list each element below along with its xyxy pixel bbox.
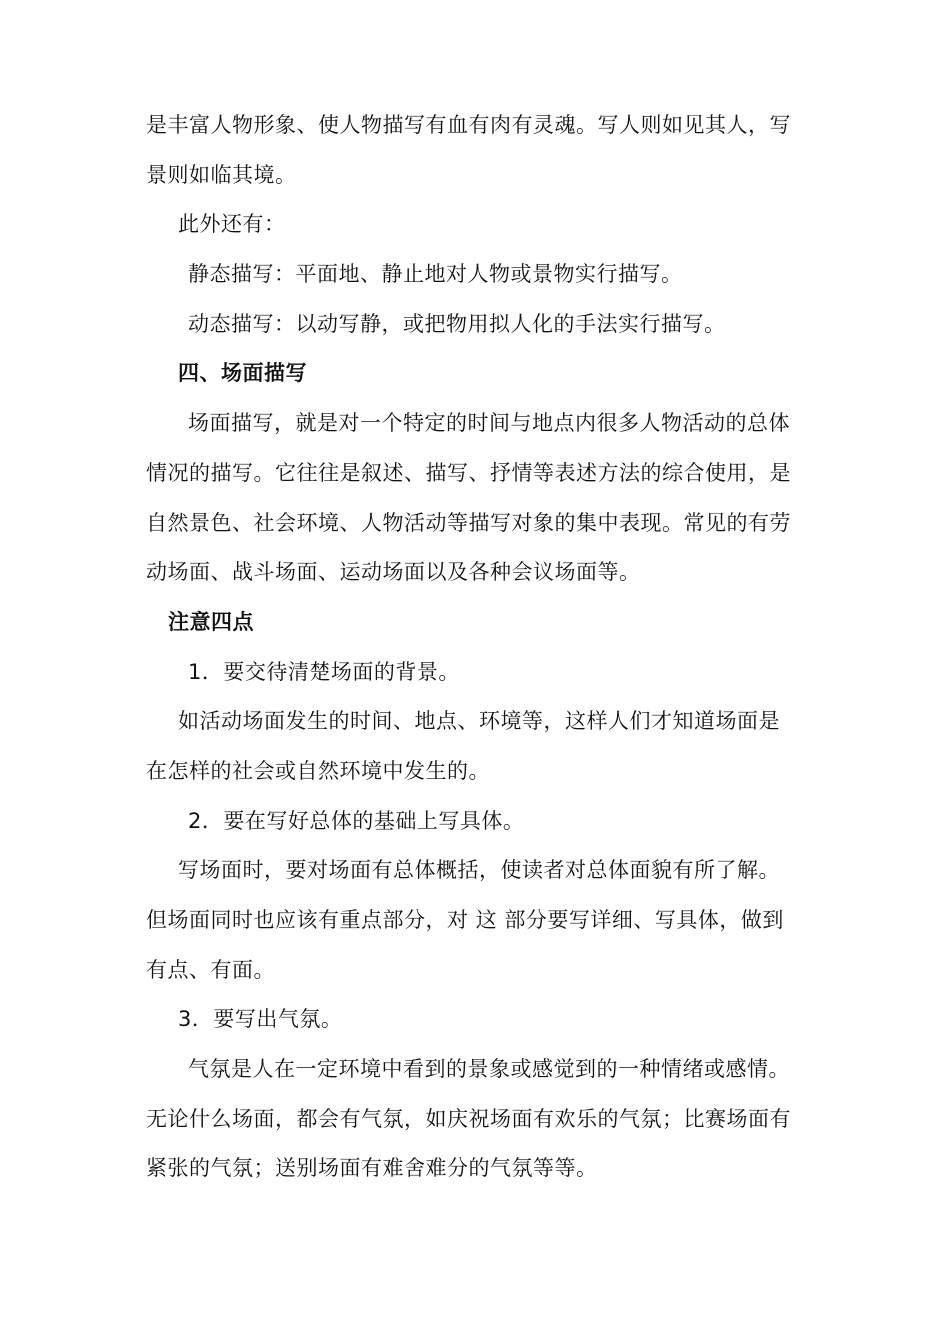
body-text-line: 在怎样的社会或自然环境中发生的。: [146, 758, 490, 783]
body-text-line: 气氛是人在一定环境中看到的景象或感觉到的一种情绪或感情。: [188, 1057, 790, 1082]
body-text-line: 无论什么场面，都会有气氛，如庆祝场面有欢乐的气氛；比赛场面有: [146, 1106, 791, 1131]
document-body: [146, 101, 818, 1194]
body-text-line: 如活动场面发生的时间、地点、环境等，这样人们才知道场面是: [178, 709, 780, 734]
body-text-line: 动态描写：以动写静，或把物用拟人化的手法实行描写。: [188, 311, 726, 336]
body-text-line: 此外还有：: [178, 212, 286, 237]
body-text-line: 静态描写：平面地、静止地对人物或景物实行描写。: [188, 262, 683, 287]
body-text-line: 是丰富人物形象、使人物描写有血有肉有灵魂。写人则如见其人，写: [146, 113, 791, 137]
body-text-line: 写场面时，要对场面有总体概括，使读者对总体面貌有所了解。: [178, 858, 780, 883]
body-text-line: 有点、有面。: [146, 957, 275, 982]
body-text-line: 动场面、战斗场面、运动场面以及各种会议场面等。: [146, 560, 641, 585]
list-item-heading: 1．要交待清楚场面的背景。: [188, 659, 460, 684]
body-text-line: 情况的描写。它往往是叙述、描写、抒情等表述方法的综合使用，是: [146, 460, 791, 485]
list-item-heading: 3．要写出气氛。: [178, 1007, 343, 1032]
section-heading: 四、场面描写: [178, 361, 307, 386]
body-text-line: 紧张的气氛；送别场面有难舍难分的气氛等等。: [146, 1156, 598, 1181]
body-text-line: 场面描写，就是对一个特定的时间与地点内很多人物活动的总体: [188, 411, 790, 436]
body-text-line: 但场面同时也应该有重点部分，对 这 部分要写详细、写具体，做到: [146, 908, 784, 932]
body-text-line: 自然景色、社会环境、人物活动等描写对象的集中表现。常见的有劳: [146, 510, 791, 535]
body-text-line: 景则如临其境。: [146, 162, 297, 187]
subsection-heading: 注意四点: [168, 609, 254, 634]
list-item-heading: 2．要在写好总体的基础上写具体。: [188, 808, 525, 833]
